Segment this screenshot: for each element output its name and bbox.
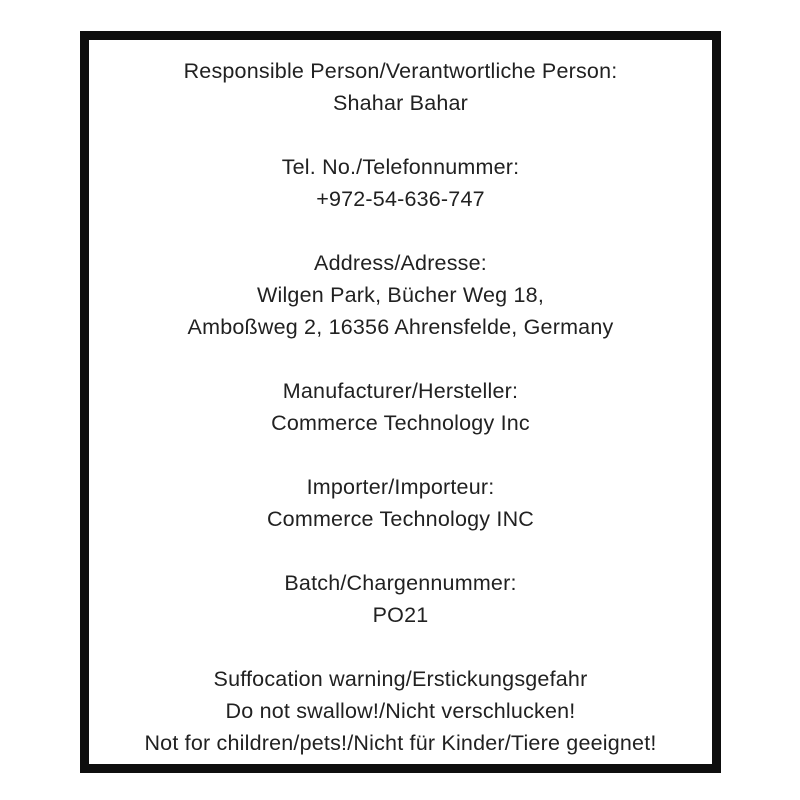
warning-line-3: Not for children/pets!/Nicht für Kinder/Tiere geeignet! xyxy=(144,731,657,755)
manufacturer-heading: Manufacturer/Hersteller: xyxy=(282,379,519,403)
importer-heading: Importer/Importeur: xyxy=(306,475,495,499)
batch-section xyxy=(89,567,712,631)
manufacturer-section xyxy=(89,375,712,439)
label-border-frame xyxy=(80,31,721,773)
batch-number: PO21 xyxy=(372,603,429,627)
batch-heading: Batch/Chargennummer: xyxy=(284,571,517,595)
address-section xyxy=(89,247,712,343)
warning-line-2: Do not swallow!/Nicht verschlucken! xyxy=(225,699,576,723)
address-heading: Address/Adresse: xyxy=(314,251,487,275)
importer-section xyxy=(89,471,712,535)
warning-section xyxy=(89,663,712,759)
telephone-section xyxy=(89,151,712,215)
importer-value: Commerce Technology INC xyxy=(266,507,535,531)
telephone-number: +972-54-636-747 xyxy=(316,187,485,211)
telephone-heading: Tel. No./Telefonnummer: xyxy=(281,155,520,179)
warning-line-1: Suffocation warning/Erstickungsgefahr xyxy=(213,667,588,691)
responsible-person-heading: Responsible Person/Verantwortliche Person: xyxy=(183,59,618,83)
address-line-2: Amboßweg 2, 16356 Ahrensfelde, Germany xyxy=(187,315,614,339)
responsible-person-section xyxy=(89,55,712,119)
address-line-1: Wilgen Park, Bücher Weg 18, xyxy=(256,283,545,307)
responsible-person-value: Shahar Bahar xyxy=(332,91,469,115)
manufacturer-value: Commerce Technology Inc xyxy=(271,411,530,435)
